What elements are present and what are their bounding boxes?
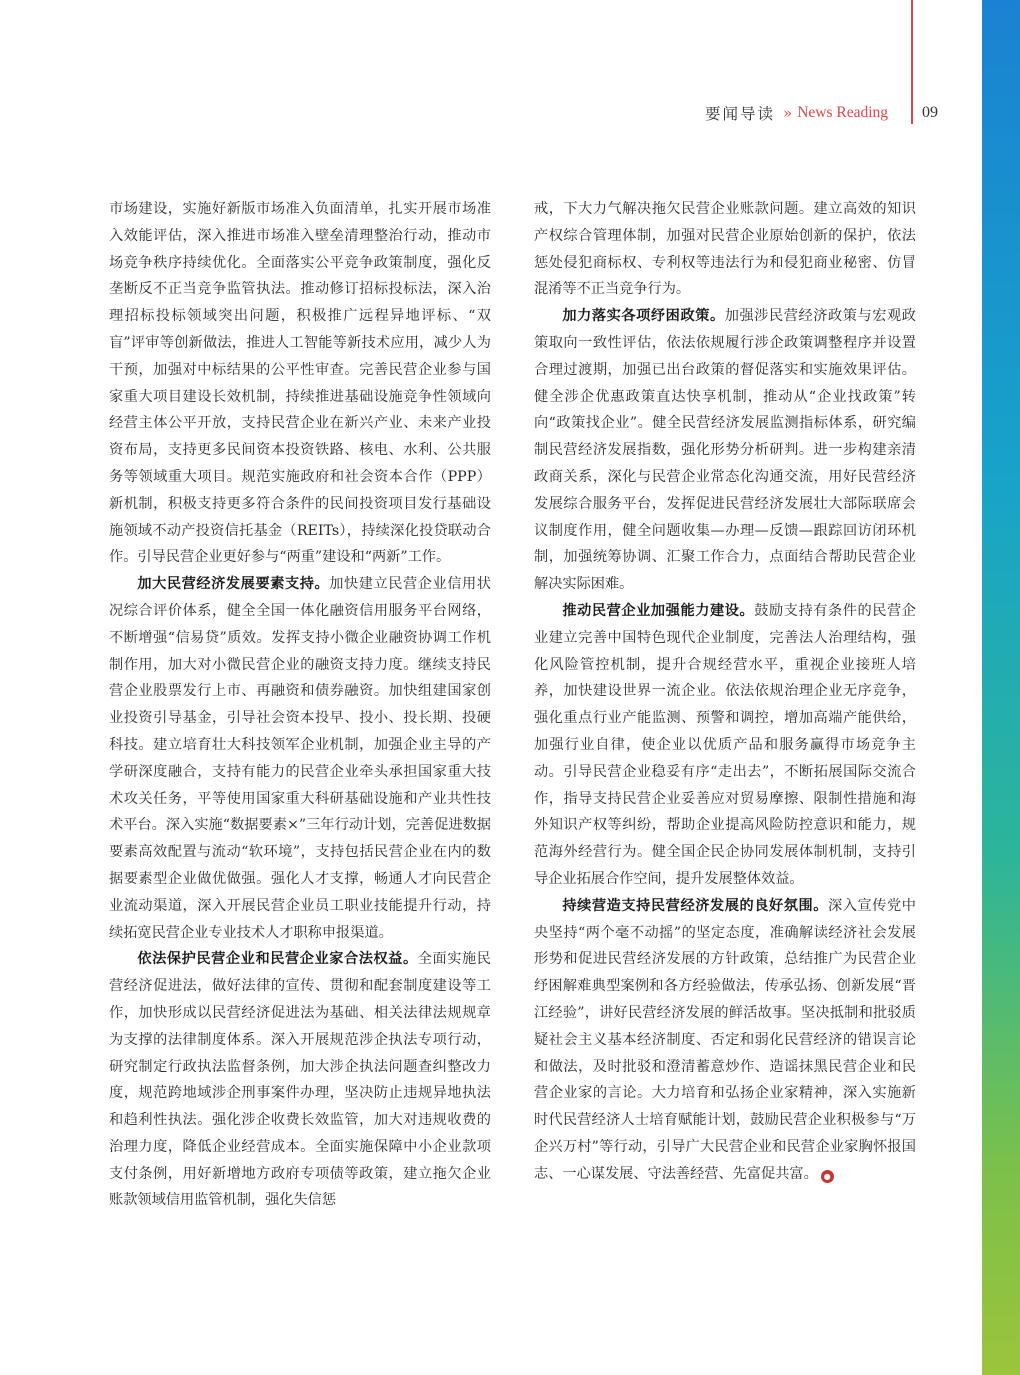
section-header: [705, 101, 888, 125]
paragraph: [109, 571, 491, 946]
paragraph: [534, 196, 916, 303]
paragraph: [534, 598, 916, 893]
paragraph-text: 深入宣传党中央坚持“两个毫不动摇”的坚定态度，准确解读经济社会发展形势和促进民营经济发展的方针政策，总结推广为民营企业纾困解难典型案例和各方经验做法，传承弘扬、创新发展“晋江经验”，讲好民营经济发展的鲜活故事。坚决抵制和批驳质疑社会主义基本经济制度、否定和弱化民营经济的错误言论和做法，及时批驳和澄清蓄意炒作、造谣抹黑民营企业和民营企业家的言论。大力培育和弘扬企业家精神，深入实施新时代民营经济人士培育赋能计划，鼓励民营企业积极参与“万企兴万村”等行动，引导广大民营企业和民营企业家胸怀报国志、一心谋发展、守法善经营、先富促共富。: [534, 897, 916, 1182]
section-title-en: News Reading: [797, 104, 889, 121]
chevron-right-icon: »: [783, 104, 793, 122]
header-divider: [911, 0, 913, 124]
paragraph-text: 鼓励支持有条件的民营企业建立完善中国特色现代企业制度，完善法人治理结构，强化风险管控机制，提升合规经营水平，重视企业接班人培养，加快建设世界一流企业。依法依规治理企业无序竞争，强化重点行业产能监测、预警和调控，增加高端产能供给，加强行业自律，使企业以优质产品和服务赢得市场竞争主动。引导民营企业稳妥有序“走出去”，不断拓展国际交流合作，指导支持民营企业妥善应对贸易摩擦、限制性措施和海外知识产权等纠纷，帮助企业提高风险防控意识和能力，规范海外经营行为。健全国企民企协同发展体制机制，支持引导企业拓展合作空间，提升发展整体效益。: [534, 602, 916, 887]
paragraph-text: 戒，下大力气解决拖欠民营企业账款问题。建立高效的知识产权综合管理体制，加强对民营企业原始创新的保护，依法惩处侵犯商标权、专利权等违法行为和侵犯商业秘密、仿冒混淆等不正当竞争行为。: [534, 201, 916, 298]
paragraph-lead: 加力落实各项纾困政策。: [562, 308, 725, 325]
paragraph: [109, 946, 491, 1214]
paragraph-lead: 依法保护民营企业和民营企业家合法权益。: [137, 951, 418, 968]
section-title-cn: 要闻导读: [705, 105, 776, 123]
paragraph-text: 市场建设，实施好新版市场准入负面清单，扎实开展市场准入效能评估，深入推进市场准入壁垒清理整治行动，推动市场竞争秩序持续优化。全面落实公平竞争政策制度，强化反垄断反不正当竞争监管执法。推动修订招标投标法，深入治理招标投标领域突出问题，积极推广远程异地评标、“双盲”评审等创新做法，推进人工智能等新技术应用，减少人为干预，加强对中标结果的公平性审查。完善民营企业参与国家重大项目建设长效机制，持续推进基础设施竞争性领域向经营主体公平开放，支持民营企业在新兴产业、未来产业投资布局，支持更多民间资本投资铁路、核电、水利、公共服务等领域重大项目。规范实施政府和社会资本合作（PPP）新机制，积极支持更多符合条件的民间投资项目发行基础设施领域不动产投资信托基金（REITs），持续深化投贷联动合作。引导民营企业更好参与“两重”建设和“两新”工作。: [109, 201, 491, 566]
paragraph-text: 全面实施民营经济促进法，做好法律的宣传、贯彻和配套制度建设等工作，加快形成以民营经济促进法为基础、相关法律法规规章为支撑的法律制度体系。深入开展规范涉企执法专项行动，研究制定行政执法监督条例，加大涉企执法问题查纠整改力度，规范跨地域涉企刑事案件办理，坚决防止违规异地执法和趋利性执法。强化涉企收费长效监管，加大对违规收费的治理力度，降低企业经营成本。全面实施保障中小企业款项支付条例，用好新增地方政府专项债等政策，建立拖欠企业账款领域信用监管机制，强化失信惩: [109, 951, 491, 1209]
right-column: [534, 196, 916, 1187]
paragraph-text: 加快建立民营企业信用状况综合评价体系，健全全国一体化融资信用服务平台网络，不断增强“信易贷”质效。发挥支持小微企业融资协调工作机制作用，加大对小微民营企业的融资支持力度。继续支持民营企业股票发行上市、再融资和债券融资。加快组建国家创业投资引导基金，引导社会资本投早、投小、投长期、投硬科技。建立培育壮大科技领军企业机制，加强企业主导的产学研深度融合，支持有能力的民营企业牵头承担国家重大技术攻关任务，平等使用国家重大科研基础设施和产业共性技术平台。深入实施“数据要素×”三年行动计划，完善促进数据要素高效配置与流动“软环境”，支持包括民营企业在内的数据要素型企业做优做强。强化人才支撑，畅通人才向民营企业流动渠道，深入开展民营企业员工职业技能提升行动，持续拓宽民营企业专业技术人才职称申报渠道。: [109, 576, 491, 941]
paragraph: [109, 196, 491, 571]
paragraph-text: 加强涉民营经济政策与宏观政策取向一致性评估，依法依规履行涉企政策调整程序并设置合理过渡期，加强已出台政策的督促落实和实施效果评估。健全涉企优惠政策直达快享机制，推动从“企业找政策”转向“政策找企业”。健全民营经济发展监测指标体系，研究编制民营经济发展指数，强化形势分析研判。进一步构建亲清政商关系，深化与民营企业常态化沟通交流，用好民营经济发展综合服务平台，发挥促进民营经济发展壮大部际联席会议制度作用，健全问题收集—办理—反馈—跟踪回访闭环机制，加强统筹协调、汇聚工作合力，点面结合帮助民营企业解决实际困难。: [534, 308, 916, 593]
left-column: [109, 196, 491, 1214]
paragraph: [534, 893, 916, 1188]
side-gradient-bar: [982, 0, 1020, 1375]
paragraph-lead: 加大民营经济发展要素支持。: [137, 576, 330, 593]
paragraph: [534, 303, 916, 598]
paragraph-lead: 推动民营企业加强能力建设。: [562, 602, 755, 619]
page-number: 09: [922, 104, 938, 121]
paragraph-lead: 持续营造支持民营经济发展的良好氛围。: [562, 897, 829, 914]
end-mark-icon: ●: [821, 1170, 834, 1183]
